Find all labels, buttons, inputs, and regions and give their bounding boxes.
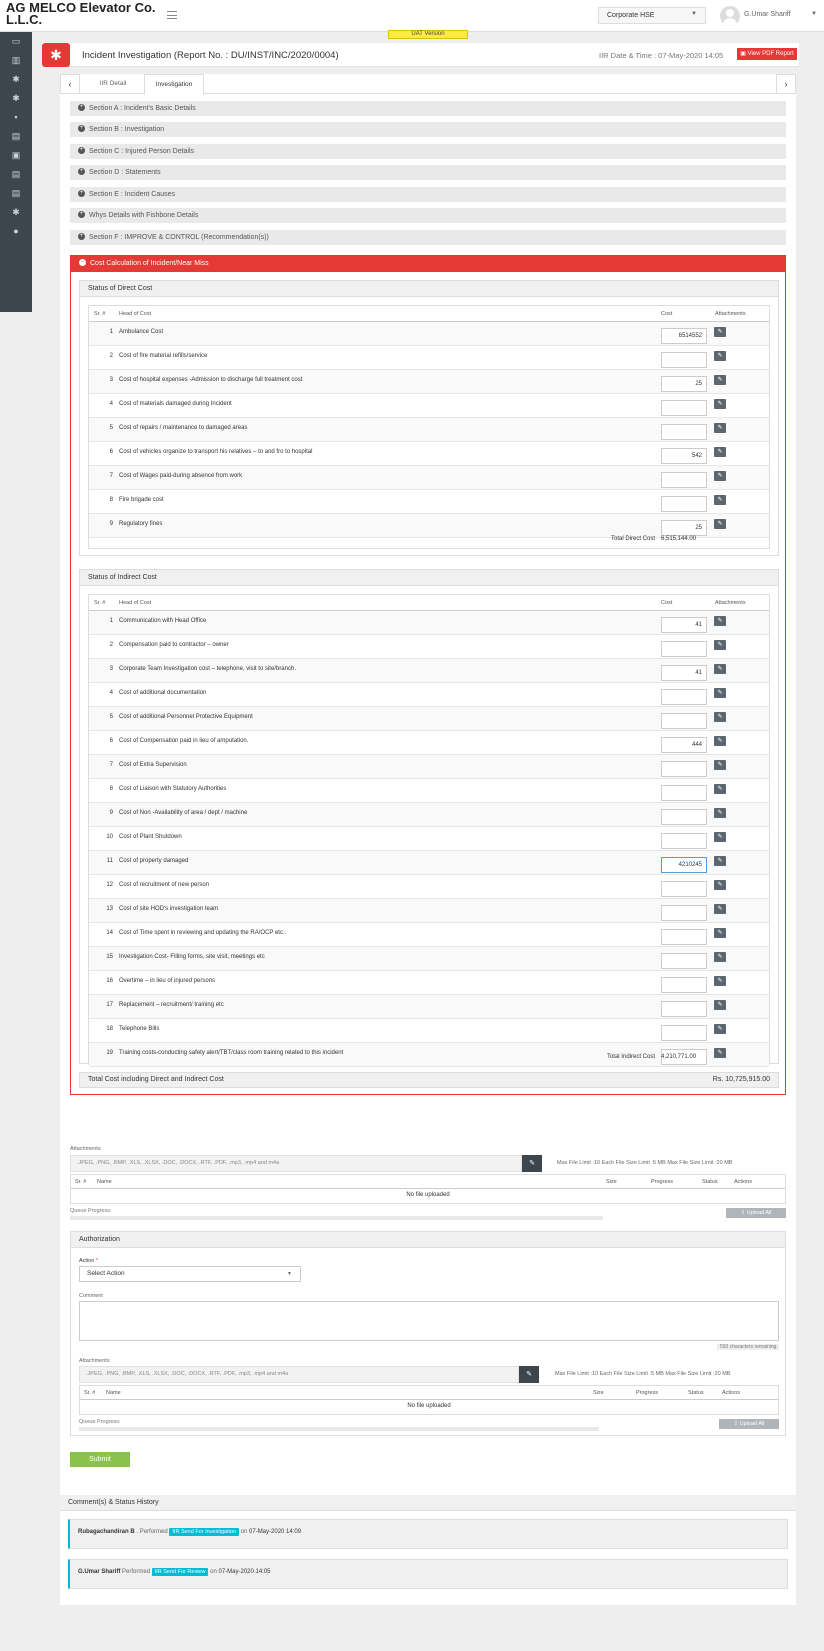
- pdf-icon: ▣: [740, 51, 748, 57]
- attach-icon[interactable]: ✎: [714, 736, 726, 746]
- section-b-label: Section B : Investigation: [89, 126, 165, 133]
- cost-input[interactable]: 25: [661, 376, 707, 392]
- attachments-label: Attachments: [70, 1146, 101, 1152]
- row-head-of-cost: Cost of site HOD's investigation team: [119, 906, 219, 912]
- row-head-of-cost: Investigation Cost- Filling forms, site visit, meetings etc: [119, 954, 265, 960]
- status-history-panel: [60, 1495, 796, 1605]
- cost-calculation-label: Cost Calculation of Incident/Near Miss: [90, 260, 209, 267]
- tab-investigation[interactable]: Investigation: [144, 74, 204, 95]
- plus-circle-icon: +: [79, 146, 84, 153]
- table-row: [89, 755, 769, 779]
- cost-input[interactable]: [661, 977, 707, 993]
- history-date: 07-May-2020 14:05: [218, 1569, 271, 1575]
- attach-icon[interactable]: ✎: [714, 447, 726, 457]
- attach-icon[interactable]: ✎: [714, 784, 726, 794]
- row-sr: 4: [109, 690, 113, 696]
- characters-remaining: 550 characters remaining: [717, 1344, 779, 1350]
- row-sr: 3: [109, 377, 113, 383]
- table-row: [89, 995, 769, 1019]
- row-sr: 17: [106, 1002, 113, 1008]
- attach-icon[interactable]: ✎: [714, 976, 726, 986]
- report-icon[interactable]: ▤: [11, 169, 21, 179]
- table-header: [89, 306, 769, 322]
- section-f-label: Section F : IMPROVE & CONTROL (Recommendation(s)): [89, 234, 269, 241]
- upload-icon: ⇪: [740, 1210, 747, 1216]
- upload-icon: ⇪: [733, 1421, 740, 1427]
- cost-input[interactable]: [661, 472, 707, 488]
- direct-cost-title: Status of Direct Cost: [80, 281, 778, 297]
- row-sr: 4: [109, 401, 113, 407]
- row-head-of-cost: Cost of materials damaged during Incident: [119, 401, 232, 407]
- history-performed: . Performed: [136, 1529, 168, 1535]
- row-sr: 8: [109, 497, 113, 503]
- col-cost: Cost: [661, 600, 673, 606]
- col-actions: Actions: [734, 1179, 753, 1185]
- attach-icon[interactable]: ✎: [714, 1024, 726, 1034]
- table-row: [89, 803, 769, 827]
- table-row: [89, 418, 769, 442]
- upload-all-label: Upload All: [746, 1210, 772, 1216]
- cost-input[interactable]: [661, 1025, 707, 1041]
- cost-input[interactable]: [661, 713, 707, 729]
- attach-icon[interactable]: ✎: [714, 688, 726, 698]
- incident-icon: ✱: [42, 43, 70, 67]
- person-run-icon[interactable]: ✱: [12, 207, 20, 217]
- auth-queue-progress-bar: [79, 1427, 599, 1431]
- history-date: 07-May-2020 14:09: [249, 1529, 302, 1535]
- row-sr: 9: [109, 521, 113, 527]
- attach-icon[interactable]: ✎: [714, 616, 726, 626]
- history-entry: [68, 1519, 788, 1549]
- cost-input[interactable]: 25: [661, 520, 707, 536]
- indirect-cost-table: [88, 594, 770, 1065]
- user-name: G.Umar Shariff: [744, 11, 791, 18]
- chat-icon[interactable]: ●: [13, 226, 19, 236]
- cost-input[interactable]: 41: [661, 617, 707, 633]
- plus-circle-icon: +: [79, 124, 84, 131]
- cost-input[interactable]: 542: [661, 448, 707, 464]
- queue-progress-bar: [70, 1216, 603, 1220]
- row-head-of-cost: Ambulance Cost: [119, 329, 164, 335]
- cost-input[interactable]: [661, 496, 707, 512]
- chevron-down-icon: ▼: [811, 11, 817, 17]
- row-head-of-cost: Overtime – in lieu of injured persons: [119, 978, 216, 984]
- direct-cost-table: [88, 305, 770, 549]
- auth-attachments-label: Attachments: [79, 1358, 110, 1364]
- whys-header[interactable]: [70, 208, 786, 223]
- main-content: [60, 74, 796, 1605]
- section-f-header[interactable]: [70, 230, 786, 245]
- col-actions: Actions: [722, 1390, 741, 1396]
- cost-input[interactable]: [661, 352, 707, 368]
- indirect-total-value: 4,210,771.00: [661, 1054, 697, 1060]
- table-header: [80, 1386, 778, 1400]
- table-row: [89, 707, 769, 731]
- attach-icon[interactable]: ✎: [714, 880, 726, 890]
- cost-input[interactable]: 4210245: [661, 857, 707, 873]
- row-sr: 2: [109, 353, 113, 359]
- attach-icon[interactable]: ✎: [714, 327, 726, 337]
- cost-input[interactable]: 41: [661, 665, 707, 681]
- cost-input[interactable]: [661, 785, 707, 801]
- table-row: [89, 490, 769, 514]
- attach-icon[interactable]: ✎: [714, 904, 726, 914]
- row-head-of-cost: Corporate Team Investigation cost – telephone, visit to site/branch.: [119, 666, 296, 672]
- table-header: [71, 1175, 785, 1189]
- authorization-title: Authorization: [71, 1232, 785, 1248]
- col-attachments: Attachments: [715, 600, 746, 606]
- view-pdf-label: View PDF Report: [747, 51, 794, 57]
- action-label-text: Action: [79, 1258, 95, 1264]
- history-entry: [68, 1559, 788, 1589]
- file-limits: Max File Limit :10 Each File Size Limit :5 MB Max File Size Limit :20 MB: [557, 1160, 733, 1166]
- comment-textarea[interactable]: [79, 1301, 779, 1341]
- row-sr: 5: [109, 714, 113, 720]
- submit-button[interactable]: Submit: [70, 1452, 130, 1467]
- tab-next-icon[interactable]: ›: [776, 74, 796, 94]
- attach-icon[interactable]: ✎: [714, 832, 726, 842]
- table-row: [89, 827, 769, 851]
- row-head-of-cost: Cost of additional documentation: [119, 690, 207, 696]
- menu-toggle-icon[interactable]: [167, 11, 177, 19]
- attach-icon[interactable]: ✎: [714, 808, 726, 818]
- indirect-cost-panel: [79, 569, 779, 1064]
- row-sr: 7: [109, 473, 113, 479]
- section-d-label: Section D : Statements: [89, 169, 161, 176]
- status-badge: IIR Send For Review: [152, 1568, 209, 1576]
- cost-input[interactable]: [661, 1001, 707, 1017]
- table-row: [89, 322, 769, 346]
- col-sr: Sr. #: [94, 311, 106, 317]
- section-d-header[interactable]: [70, 165, 786, 180]
- row-head-of-cost: Regulatory fines: [119, 521, 163, 527]
- action-select[interactable]: [79, 1266, 301, 1282]
- cost-input[interactable]: [661, 881, 707, 897]
- avatar: [720, 6, 740, 26]
- plus-circle-icon: +: [79, 103, 84, 110]
- plus-circle-icon: +: [79, 167, 84, 174]
- row-sr: 2: [109, 642, 113, 648]
- col-name: Name: [97, 1179, 112, 1185]
- row-head-of-cost: Cost of Compensation paid in lieu of amputation.: [119, 738, 249, 744]
- col-progress: Progress: [651, 1179, 674, 1185]
- attach-icon[interactable]: ✎: [714, 495, 726, 505]
- person-run-icon[interactable]: ✱: [12, 74, 20, 84]
- table-row: [89, 731, 769, 755]
- cost-input[interactable]: [661, 641, 707, 657]
- indirect-cost-title: Status of Indirect Cost: [80, 570, 778, 586]
- attach-icon[interactable]: ✎: [714, 471, 726, 481]
- col-status: Status: [702, 1179, 718, 1185]
- attach-icon[interactable]: ✎: [714, 664, 726, 674]
- attach-icon[interactable]: ✎: [714, 1000, 726, 1010]
- cost-input[interactable]: [661, 953, 707, 969]
- cost-input[interactable]: [661, 689, 707, 705]
- row-head-of-cost: Cost of repairs / maintenance to damaged areas: [119, 425, 248, 431]
- sidebar: [0, 32, 32, 312]
- attach-icon[interactable]: ✎: [519, 1366, 539, 1383]
- table-row: [89, 394, 769, 418]
- user-menu[interactable]: [720, 6, 820, 26]
- row-sr: 5: [109, 425, 113, 431]
- section-c-header[interactable]: [70, 144, 786, 159]
- col-cost: Cost: [661, 311, 673, 317]
- brand-name: AG MELCO Elevator Co. L.L.C.: [6, 0, 156, 27]
- row-head-of-cost: Training costs-conducting safety alert/TBT/class room training related to this incident: [119, 1050, 344, 1056]
- chevron-down-icon: ▼: [691, 11, 697, 17]
- queue-progress-label: Queue Progress:: [70, 1208, 112, 1214]
- table-row: [89, 442, 769, 466]
- row-head-of-cost: Cost of Plant Shutdown: [119, 834, 182, 840]
- cost-input[interactable]: [661, 761, 707, 777]
- auth-upload-all-button[interactable]: [719, 1419, 779, 1429]
- page-header: [42, 43, 799, 67]
- section-e-label: Section E : Incident Causes: [89, 191, 175, 198]
- chart-icon[interactable]: ▥: [11, 55, 21, 65]
- attach-icon[interactable]: ✎: [714, 952, 726, 962]
- table-row: [89, 683, 769, 707]
- save-icon[interactable]: ▣: [11, 150, 21, 160]
- row-head-of-cost: Cost of hospital expenses -Admission to discharge full treatment cost: [119, 377, 303, 383]
- section-b-header[interactable]: [70, 122, 786, 137]
- col-status: Status: [688, 1390, 704, 1396]
- cost-calculation-panel: [70, 255, 786, 1095]
- authorization-panel: [70, 1231, 786, 1436]
- cost-input[interactable]: [661, 905, 707, 921]
- table-row: [89, 875, 769, 899]
- auth-upload-all-label: Upload All: [739, 1421, 765, 1427]
- table-row: [89, 1019, 769, 1043]
- table-row: [89, 923, 769, 947]
- top-bar: [0, 0, 824, 32]
- attachment-file-input[interactable]: .JPEG, .PNG, .BMP, .XLS, .XLSX, .DOC, .DOCX, .RTF, .PDF, .mp3, .mp4 and m4a: [70, 1155, 522, 1172]
- direct-total-label: Total Direct Cost: [610, 536, 655, 542]
- attach-icon[interactable]: ✎: [714, 375, 726, 385]
- cost-input[interactable]: 444: [661, 737, 707, 753]
- status-badge: IIR Send For Investigation: [169, 1528, 239, 1536]
- upload-all-button[interactable]: [726, 1208, 786, 1218]
- grand-total-value: Rs. 10,725,915.00: [712, 1076, 770, 1083]
- people-icon[interactable]: ▪: [14, 112, 18, 122]
- table-row: [89, 947, 769, 971]
- row-sr: 15: [106, 954, 113, 960]
- auth-queue-progress-label: Queue Progress:: [79, 1419, 121, 1425]
- tab-iir-detail[interactable]: IIR Detail: [99, 80, 127, 87]
- row-head-of-cost: Cost of Liaison with Statutory Authorities: [119, 786, 227, 792]
- cost-input[interactable]: [661, 809, 707, 825]
- attach-icon[interactable]: ✎: [714, 1048, 726, 1058]
- action-select-value: Select Action: [87, 1270, 125, 1277]
- attach-icon[interactable]: ✎: [714, 856, 726, 866]
- attach-icon[interactable]: ✎: [714, 423, 726, 433]
- row-sr: 12: [106, 882, 113, 888]
- section-a-label: Section A : Incident's Basic Details: [89, 105, 196, 112]
- col-head: Head of Cost: [119, 311, 152, 317]
- attachments-table: [70, 1174, 786, 1204]
- table-row: [89, 779, 769, 803]
- cost-input[interactable]: [661, 833, 707, 849]
- auth-attachments-table: [79, 1385, 779, 1415]
- view-pdf-button[interactable]: [737, 48, 797, 60]
- table-row: [89, 971, 769, 995]
- row-sr: 7: [109, 762, 113, 768]
- row-sr: 1: [109, 618, 113, 624]
- col-attachments: Attachments: [715, 311, 746, 317]
- col-sr: Sr. #: [75, 1179, 87, 1185]
- table-row: [89, 466, 769, 490]
- table-row: [89, 370, 769, 394]
- section-a-header[interactable]: [70, 101, 786, 116]
- row-head-of-cost: Cost of property damaged: [119, 858, 189, 864]
- cost-calculation-header[interactable]: [71, 256, 785, 272]
- attach-icon[interactable]: ✎: [714, 640, 726, 650]
- org-select[interactable]: [598, 7, 706, 24]
- cost-input[interactable]: [661, 424, 707, 440]
- page-title: Incident Investigation (Report No. : DU/INST/INC/2020/0004): [82, 50, 339, 61]
- dashboard-icon[interactable]: ▭: [11, 36, 21, 46]
- row-sr: 14: [106, 930, 113, 936]
- minus-circle-icon: −: [80, 258, 85, 265]
- row-sr: 1: [109, 329, 113, 335]
- plus-circle-icon: +: [79, 189, 84, 196]
- attach-icon[interactable]: ✎: [714, 928, 726, 938]
- attach-icon[interactable]: ✎: [714, 519, 726, 529]
- col-size: Size: [606, 1179, 617, 1185]
- cost-input[interactable]: 6514552: [661, 328, 707, 344]
- row-sr: 6: [109, 449, 113, 455]
- col-progress: Progress: [636, 1390, 659, 1396]
- history-on: on: [210, 1569, 217, 1575]
- cost-input[interactable]: [661, 929, 707, 945]
- auth-file-limits: Max File Limit :10 Each File Size Limit :5 MB Max File Size Limit :20 MB: [555, 1371, 731, 1377]
- col-sr: Sr. #: [84, 1390, 96, 1396]
- report-icon[interactable]: ▤: [11, 188, 21, 198]
- table-header: [89, 595, 769, 611]
- row-sr: 16: [106, 978, 113, 984]
- no-file-message: No file uploaded: [407, 1403, 451, 1409]
- row-sr: 18: [106, 1026, 113, 1032]
- direct-total-row: [89, 532, 769, 548]
- row-sr: 8: [109, 786, 113, 792]
- row-head-of-cost: Compensation paid to contractor – owner: [119, 642, 229, 648]
- row-sr: 3: [109, 666, 113, 672]
- row-head-of-cost: Cost of fire material refills/service: [119, 353, 208, 359]
- tab-prev-icon[interactable]: ‹: [60, 74, 80, 94]
- section-c-label: Section C : Injured Person Details: [89, 148, 195, 155]
- table-row: [89, 659, 769, 683]
- attach-icon[interactable]: ✎: [714, 351, 726, 361]
- row-sr: 6: [109, 738, 113, 744]
- row-head-of-cost: Telephone Bills: [119, 1026, 160, 1032]
- col-sr: Sr. #: [94, 600, 106, 606]
- required-mark: *: [95, 1258, 98, 1264]
- comment-label: Comment: [79, 1293, 103, 1299]
- history-on: on: [240, 1529, 248, 1535]
- grand-total-label: Total Cost including Direct and Indirect Cost: [88, 1076, 224, 1083]
- attach-icon[interactable]: ✎: [714, 399, 726, 409]
- attach-icon[interactable]: ✎: [714, 712, 726, 722]
- row-sr: 11: [106, 858, 113, 864]
- auth-attachment-file-input[interactable]: .JPEG, .PNG, .BMP, .XLS, .XLSX, .DOC, .DOCX, .RTF, .PDF, .mp3, .mp4 and m4a: [79, 1366, 519, 1383]
- org-select-value: Corporate HSE: [607, 12, 655, 19]
- tabs-bar: [60, 74, 796, 94]
- chevron-down-icon: ▼: [287, 1271, 292, 1277]
- grand-total-row: [79, 1072, 779, 1088]
- person-run-icon[interactable]: ✱: [12, 93, 20, 103]
- row-head-of-cost: Cost of vehicles organize to transport his relatives – to and fro to hospital: [119, 449, 313, 455]
- col-head: Head of Cost: [119, 600, 152, 606]
- section-e-header[interactable]: [70, 187, 786, 202]
- table-row: [89, 899, 769, 923]
- no-file-message: No file uploaded: [406, 1192, 450, 1198]
- row-head-of-cost: Replacement – recruitment/ training etc: [119, 1002, 224, 1008]
- attach-icon[interactable]: ✎: [522, 1155, 542, 1172]
- row-sr: 10: [106, 834, 113, 840]
- row-head-of-cost: Cost of recruitment of new person: [119, 882, 210, 888]
- col-name: Name: [106, 1390, 121, 1396]
- table-row: [89, 851, 769, 875]
- iir-date: IIR Date & Time : 07-May-2020 14:05: [599, 51, 724, 60]
- row-head-of-cost: Cost of Extra Supervision: [119, 762, 187, 768]
- row-head-of-cost: Fire brigade cost: [119, 497, 164, 503]
- row-head-of-cost: Communication with Head Office: [119, 618, 207, 624]
- col-size: Size: [593, 1390, 604, 1396]
- status-history-title: Comment(s) & Status History: [60, 1495, 796, 1511]
- report-icon[interactable]: ▤: [11, 131, 21, 141]
- whys-label: Whys Details with Fishbone Details: [89, 212, 199, 219]
- uat-badge: UAT Version: [388, 30, 468, 39]
- row-head-of-cost: Cost of additional Personnel Protective Equipment: [119, 714, 253, 720]
- row-sr: 19: [106, 1050, 113, 1056]
- direct-cost-panel: [79, 280, 779, 556]
- history-performed: Performed: [122, 1569, 151, 1575]
- history-user: G.Umar Shariff: [78, 1569, 121, 1575]
- cost-input[interactable]: [661, 400, 707, 416]
- plus-circle-icon: +: [79, 210, 84, 217]
- history-user: Rubagachandiran B: [78, 1529, 135, 1535]
- row-sr: 9: [109, 810, 113, 816]
- attach-icon[interactable]: ✎: [714, 760, 726, 770]
- indirect-total-row: [89, 1050, 769, 1066]
- table-row: [89, 635, 769, 659]
- indirect-total-label: Total Indirect Cost: [606, 1054, 655, 1060]
- plus-circle-icon: +: [79, 232, 84, 239]
- row-head-of-cost: Cost of Wages paid-during absence from work: [119, 473, 243, 479]
- table-row: [89, 346, 769, 370]
- row-head-of-cost: Cost of Time spent in reviewing and updating the RA/OCP etc..: [119, 930, 287, 936]
- row-sr: 13: [106, 906, 113, 912]
- row-head-of-cost: Cost of Non -Availability of area / dept / machine: [119, 810, 248, 816]
- direct-total-value: 6,515,144.00: [661, 536, 697, 542]
- action-label: [79, 1258, 98, 1264]
- table-row: [89, 611, 769, 635]
